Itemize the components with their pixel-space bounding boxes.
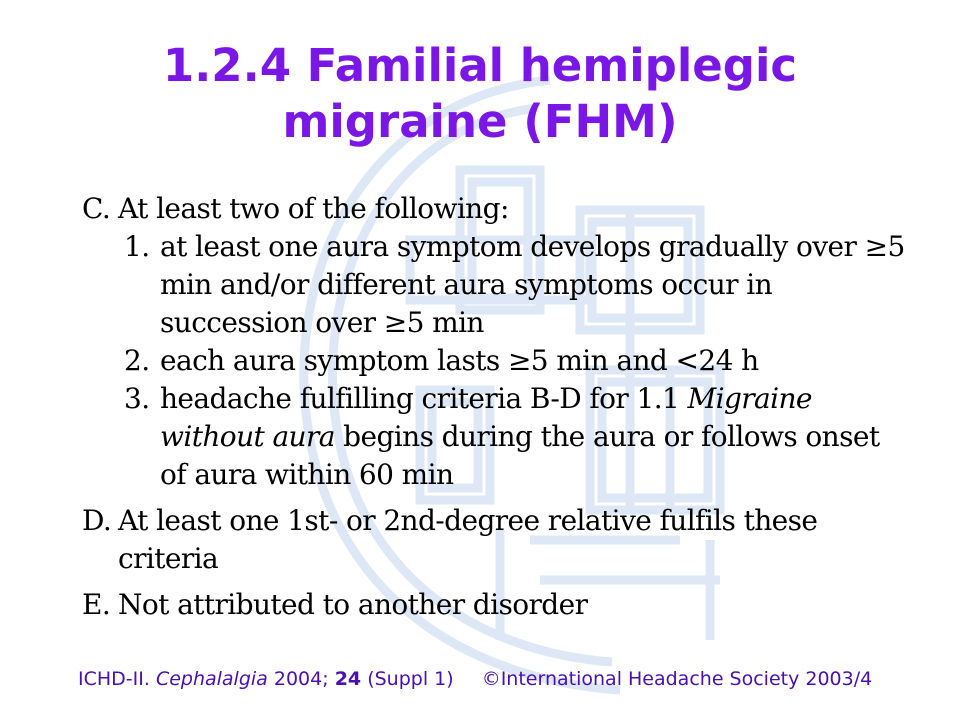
- item-text-start: headache fulfilling criteria B-D for 1.1: [160, 382, 688, 415]
- footer-volume: 24: [334, 668, 362, 690]
- criterion-e-label: E.: [82, 588, 111, 621]
- criterion-c-item-2: [82, 342, 912, 380]
- footer-copyright: ©International Headache Society 2003/4: [481, 668, 873, 690]
- footer-prefix: ICHD-II.: [78, 668, 150, 690]
- criterion-d: [82, 502, 912, 578]
- criterion-e: [82, 586, 912, 624]
- item-text: at least one aura symptom develops gradually over ≥5 min and/or different aura symptoms occur in succession over ≥5 min: [160, 230, 905, 339]
- criterion-c-label: C.: [82, 192, 111, 225]
- criterion-e-text: Not attributed to another disorder: [118, 588, 588, 621]
- criterion-c: [82, 190, 912, 228]
- footer-suppl: (Suppl 1): [367, 668, 454, 690]
- footer-year: 2004;: [273, 668, 329, 690]
- criteria-body: [82, 190, 912, 624]
- footer-journal: Cephalalgia: [155, 668, 268, 690]
- criterion-c-item-3: [82, 380, 912, 494]
- criterion-d-text: At least one 1st- or 2nd-degree relative fulfils these criteria: [118, 504, 818, 575]
- item-number: 3.: [124, 382, 150, 415]
- criterion-c-item-1: [82, 228, 912, 342]
- slide-title-line-2: migraine (FHM): [282, 95, 678, 148]
- criterion-c-text: At least two of the following:: [118, 192, 509, 225]
- slide-title-line-1: 1.2.4 Familial hemiplegic: [162, 39, 798, 92]
- item-text: each aura symptom lasts ≥5 min and <24 h: [160, 344, 759, 377]
- item-number: 2.: [124, 344, 150, 377]
- item-number: 1.: [124, 230, 150, 263]
- criterion-d-label: D.: [82, 504, 112, 537]
- item-text-italic: Migraine without aura: [160, 382, 812, 453]
- item-text-end: begins during the aura or follows onset of aura within 60 min: [160, 420, 880, 491]
- citation-footer: [78, 668, 872, 690]
- slide-title: [0, 38, 960, 150]
